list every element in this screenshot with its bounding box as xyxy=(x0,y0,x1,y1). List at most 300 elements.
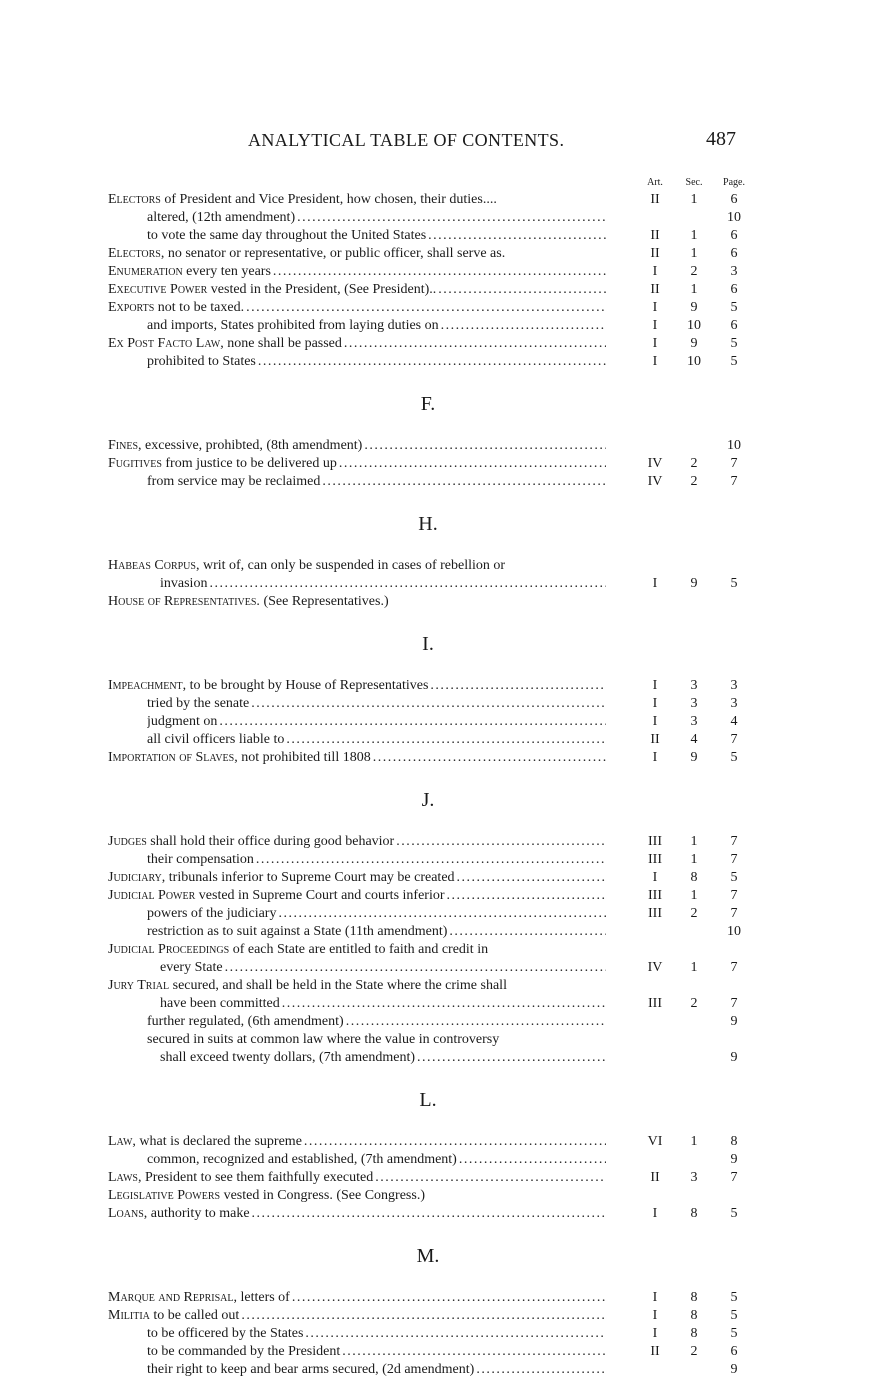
entry-text xyxy=(147,695,606,713)
entry-description: judgment on xyxy=(147,714,218,729)
article-number: II xyxy=(650,246,660,261)
entry-description: common, recognized and established, (7th amendment) xyxy=(147,1152,457,1167)
entry-description: , tribunals inferior to Supreme Court may be created xyxy=(161,870,455,885)
section-number: 1 xyxy=(690,246,698,261)
entry-term: Habeas Corpus xyxy=(108,558,196,573)
entry-term: Electors xyxy=(108,246,161,261)
index-entry xyxy=(0,245,869,263)
article-number: VI xyxy=(647,1134,663,1149)
entry-description: their compensation xyxy=(147,852,254,867)
entry-text xyxy=(147,227,606,245)
dot-leader xyxy=(449,923,606,941)
dot-leader xyxy=(297,209,606,227)
index-entry xyxy=(0,317,869,335)
entry-term: Enumeration xyxy=(108,264,183,279)
entry-description: (See Representatives.) xyxy=(259,594,389,609)
article-number: III xyxy=(648,834,662,849)
entry-description: not to be taxed. xyxy=(154,300,245,315)
entry-text xyxy=(108,869,606,887)
index-entry xyxy=(0,923,869,941)
article-number: III xyxy=(648,906,662,921)
index-entry xyxy=(0,209,869,227)
section-number: 3 xyxy=(690,696,698,711)
article-number: I xyxy=(652,750,658,765)
page-reference: 10 xyxy=(727,924,741,939)
entry-description: , authority to make xyxy=(143,1206,250,1221)
article-number: II xyxy=(650,732,660,747)
article-number: IV xyxy=(647,474,663,489)
running-head xyxy=(0,130,869,154)
entry-description: , not prohibited till 1808 xyxy=(234,750,371,765)
page-reference: 7 xyxy=(730,996,738,1011)
dot-leader xyxy=(282,995,606,1013)
page-reference: 3 xyxy=(730,264,738,279)
page-reference: 7 xyxy=(730,456,738,471)
entry-text xyxy=(108,1133,606,1151)
page-reference: 7 xyxy=(730,852,738,867)
entry-description: shall hold their office during good behavior xyxy=(146,834,395,849)
entry-term: House of Representatives. xyxy=(108,594,260,609)
dot-leader xyxy=(344,335,606,353)
dot-leader xyxy=(225,959,606,977)
index-entry xyxy=(0,1325,869,1343)
entry-term: Electors xyxy=(108,192,161,207)
section-number: 8 xyxy=(690,870,698,885)
index-entry xyxy=(0,905,869,923)
index-entry xyxy=(0,941,869,959)
index-entry xyxy=(0,1361,869,1379)
index-entry xyxy=(0,593,869,611)
entry-description: every State xyxy=(160,960,223,975)
index-entry xyxy=(0,959,869,977)
entry-description: , to be brought by House of Representatives xyxy=(182,678,429,693)
section-letter-label: I. xyxy=(422,633,434,655)
entry-text xyxy=(108,749,606,767)
index-entry xyxy=(0,1133,869,1151)
entry-text xyxy=(147,1325,606,1343)
page-reference: 9 xyxy=(730,1362,738,1377)
page-reference: 7 xyxy=(730,1170,738,1185)
entry-description: tried by the senate xyxy=(147,696,250,711)
dot-leader xyxy=(251,695,606,713)
section-number: 8 xyxy=(690,1290,698,1305)
entry-term: Militia xyxy=(108,1308,150,1323)
article-number: I xyxy=(652,354,658,369)
entry-term: Exports xyxy=(108,300,155,315)
dot-leader xyxy=(447,887,607,905)
entry-description: powers of the judiciary xyxy=(147,906,277,921)
dot-leader xyxy=(457,869,606,887)
page-column-header: Page. xyxy=(723,177,745,188)
dot-leader xyxy=(258,353,606,371)
index-entries xyxy=(0,191,869,1379)
section-number: 1 xyxy=(690,192,698,207)
index-entry xyxy=(0,191,869,209)
entry-description: invasion xyxy=(160,576,208,591)
page-reference: 9 xyxy=(730,1050,738,1065)
entry-text xyxy=(160,1049,606,1067)
page-number: 487 xyxy=(706,128,736,150)
sec-column-header: Sec. xyxy=(685,177,703,188)
section-number: 2 xyxy=(690,264,698,279)
dot-leader xyxy=(396,833,606,851)
dot-leader xyxy=(364,437,606,455)
article-number: IV xyxy=(647,960,663,975)
index-entry xyxy=(0,1187,869,1205)
entry-description: , excessive, prohibted, (8th amendment) xyxy=(138,438,363,453)
dot-leader xyxy=(342,1343,606,1361)
section-letter-label: F. xyxy=(420,393,436,415)
entry-text xyxy=(147,317,606,335)
page-reference: 5 xyxy=(730,336,738,351)
index-entry xyxy=(0,1169,869,1187)
index-entry xyxy=(0,1205,869,1223)
entry-text xyxy=(108,437,606,455)
index-entry xyxy=(0,455,869,473)
page-reference: 6 xyxy=(730,228,738,243)
article-number: III xyxy=(648,888,662,903)
entry-description: to be called out xyxy=(149,1308,240,1323)
dot-leader xyxy=(273,263,606,281)
dot-leader xyxy=(304,1133,606,1151)
dot-leader xyxy=(459,1151,606,1169)
article-number: III xyxy=(648,996,662,1011)
entry-term: Judicial Proceedings xyxy=(108,942,230,957)
entry-text xyxy=(147,209,606,227)
entry-text xyxy=(108,593,606,611)
article-number: II xyxy=(650,1344,660,1359)
entry-text xyxy=(147,713,606,731)
dot-leader xyxy=(219,713,606,731)
entry-description: of each State are entitled to faith and credit in xyxy=(229,942,489,957)
entry-text xyxy=(147,905,606,923)
entry-text xyxy=(108,1289,606,1307)
entry-text xyxy=(160,995,606,1013)
section-number: 8 xyxy=(690,1308,698,1323)
article-number: II xyxy=(650,228,660,243)
article-number: I xyxy=(652,714,658,729)
entry-description: , President to see them faithfully executed xyxy=(137,1170,374,1185)
dot-leader xyxy=(441,317,606,335)
entry-text xyxy=(147,473,606,491)
index-entry xyxy=(0,437,869,455)
entry-text xyxy=(147,731,606,749)
index-entry xyxy=(0,227,869,245)
entry-term: Loans xyxy=(108,1206,144,1221)
entry-text xyxy=(147,851,606,869)
section-number: 1 xyxy=(690,960,698,975)
dot-leader xyxy=(256,851,606,869)
entry-text xyxy=(108,677,606,695)
entry-text xyxy=(108,977,606,995)
section-number: 10 xyxy=(687,354,701,369)
page-reference: 5 xyxy=(730,300,738,315)
dot-leader xyxy=(476,1361,606,1379)
entry-term: Judicial Power xyxy=(108,888,196,903)
entry-text xyxy=(108,941,606,959)
index-entry xyxy=(0,1013,869,1031)
index-entry xyxy=(0,575,869,593)
entry-term: Ex Post Facto Law xyxy=(108,336,221,351)
entry-description: of President and Vice President, how chosen, their duties.... xyxy=(160,192,497,207)
index-entry xyxy=(0,1049,869,1067)
section-number: 2 xyxy=(690,996,698,1011)
entry-text xyxy=(108,557,606,575)
page-reference: 6 xyxy=(730,1344,738,1359)
entry-term: Laws xyxy=(108,1170,138,1185)
page-reference: 10 xyxy=(727,210,741,225)
entry-description: every ten years xyxy=(182,264,271,279)
entry-text xyxy=(160,959,606,977)
section-number: 9 xyxy=(690,300,698,315)
section-number: 9 xyxy=(690,336,698,351)
section-number: 3 xyxy=(690,714,698,729)
entry-text xyxy=(147,1361,606,1379)
entry-text xyxy=(160,575,606,593)
entry-description: and imports, States prohibited from laying duties on xyxy=(147,318,439,333)
index-entry xyxy=(0,557,869,575)
entry-description: further regulated, (6th amendment) xyxy=(147,1014,344,1029)
dot-leader xyxy=(373,749,606,767)
index-entry xyxy=(0,1031,869,1049)
article-number: I xyxy=(652,696,658,711)
section-number: 3 xyxy=(690,678,698,693)
index-entry xyxy=(0,977,869,995)
index-entry xyxy=(0,335,869,353)
entry-description: vested in Supreme Court and courts inferior xyxy=(195,888,445,903)
entry-term: Executive Power xyxy=(108,282,208,297)
column-headers xyxy=(0,177,869,191)
article-number: I xyxy=(652,300,658,315)
art-column-header: Art. xyxy=(647,177,663,188)
index-entry xyxy=(0,695,869,713)
section-number: 2 xyxy=(690,906,698,921)
entry-description: vested in Congress. (See Congress.) xyxy=(220,1188,425,1203)
entry-text xyxy=(108,833,606,851)
section-number: 2 xyxy=(690,456,698,471)
dot-leader xyxy=(278,905,606,923)
entry-text xyxy=(147,1013,606,1031)
section-number: 8 xyxy=(690,1206,698,1221)
entry-description: secured in suits at common law where the value in controversy xyxy=(147,1032,500,1047)
entry-text xyxy=(108,1169,606,1187)
section-number: 1 xyxy=(690,1134,698,1149)
entry-text xyxy=(147,353,606,371)
dot-leader xyxy=(430,677,606,695)
index-entry xyxy=(0,299,869,317)
page-reference: 7 xyxy=(730,834,738,849)
article-number: I xyxy=(652,870,658,885)
index-entry xyxy=(0,887,869,905)
index-entry xyxy=(0,995,869,1013)
section-letter-label: L. xyxy=(419,1089,437,1111)
page-title: ANALYTICAL TABLE OF CONTENTS. xyxy=(248,130,565,150)
section-number: 1 xyxy=(690,852,698,867)
section-letter-label: M. xyxy=(416,1245,440,1267)
entry-description: , none shall be passed xyxy=(220,336,342,351)
entry-text xyxy=(108,1307,606,1325)
index-entry xyxy=(0,1151,869,1169)
entry-description: , letters of xyxy=(233,1290,290,1305)
page-reference: 5 xyxy=(730,1290,738,1305)
entry-description: to be commanded by the President xyxy=(147,1344,341,1359)
entry-term: Impeachment xyxy=(108,678,183,693)
entry-text xyxy=(147,1031,606,1049)
page-reference: 6 xyxy=(730,246,738,261)
page-reference: 9 xyxy=(730,1152,738,1167)
index-entry xyxy=(0,473,869,491)
dot-leader xyxy=(346,1013,606,1031)
entry-text xyxy=(108,281,606,299)
entry-description: to vote the same day throughout the United States xyxy=(147,228,427,243)
page-reference: 5 xyxy=(730,576,738,591)
article-number: I xyxy=(652,678,658,693)
article-number: I xyxy=(652,1206,658,1221)
dot-leader xyxy=(209,575,606,593)
dot-leader xyxy=(375,1169,606,1187)
section-number: 8 xyxy=(690,1326,698,1341)
article-number: I xyxy=(652,1308,658,1323)
index-entry xyxy=(0,749,869,767)
entry-text xyxy=(108,887,606,905)
article-number: IV xyxy=(647,456,663,471)
dot-leader xyxy=(241,1307,606,1325)
entry-description: altered, (12th amendment) xyxy=(147,210,296,225)
entry-description: restriction as to suit against a State (11th amendment) xyxy=(147,924,448,939)
page-reference: 7 xyxy=(730,732,738,747)
article-number: I xyxy=(652,1290,658,1305)
entry-description: vested in the President, (See President).. xyxy=(207,282,437,297)
entry-text xyxy=(147,923,606,941)
page-reference: 10 xyxy=(727,438,741,453)
page-reference: 6 xyxy=(730,192,738,207)
entry-text xyxy=(108,245,606,263)
page-reference: 9 xyxy=(730,1014,738,1029)
page-reference: 5 xyxy=(730,354,738,369)
page-reference: 3 xyxy=(730,696,738,711)
dot-leader xyxy=(292,1289,606,1307)
entry-text xyxy=(108,1205,606,1223)
entry-term: Fines xyxy=(108,438,139,453)
entry-description: all civil officers liable to xyxy=(147,732,285,747)
entry-description: shall exceed twenty dollars, (7th amendment) xyxy=(160,1050,416,1065)
entry-description: from service may be reclaimed xyxy=(147,474,321,489)
entry-term: Jury Trial xyxy=(108,978,170,993)
index-entry xyxy=(0,851,869,869)
article-number: I xyxy=(652,336,658,351)
entry-text xyxy=(108,1187,606,1205)
dot-leader xyxy=(438,281,606,299)
entry-description: , writ of, can only be suspended in cases of rebellion or xyxy=(195,558,506,573)
section-number: 9 xyxy=(690,750,698,765)
entry-term: Importation of Slaves xyxy=(108,750,235,765)
index-entry xyxy=(0,833,869,851)
index-entry xyxy=(0,263,869,281)
index-entry xyxy=(0,713,869,731)
entry-description: , what is declared the supreme xyxy=(132,1134,302,1149)
dot-leader xyxy=(252,1205,606,1223)
dot-leader xyxy=(339,455,606,473)
entry-term: Fugitives xyxy=(108,456,162,471)
index-entry xyxy=(0,1307,869,1325)
section-number: 1 xyxy=(690,888,698,903)
index-entry xyxy=(0,731,869,749)
article-number: I xyxy=(652,1326,658,1341)
entry-description: from justice to be delivered up xyxy=(161,456,337,471)
dot-leader xyxy=(428,227,606,245)
dot-leader xyxy=(286,731,606,749)
entry-description: , no senator or representative, or public officer, shall serve as. xyxy=(160,246,506,261)
entry-text xyxy=(108,299,606,317)
entry-description: their right to keep and bear arms secured, (2d amendment) xyxy=(147,1362,475,1377)
article-number: I xyxy=(652,264,658,279)
entry-description: to be officered by the States xyxy=(147,1326,304,1341)
dot-leader xyxy=(246,299,606,317)
page-reference: 6 xyxy=(730,318,738,333)
entry-text xyxy=(147,1343,606,1361)
page-reference: 5 xyxy=(730,1206,738,1221)
index-entry xyxy=(0,1343,869,1361)
page-reference: 3 xyxy=(730,678,738,693)
entry-text xyxy=(108,191,606,209)
page-reference: 5 xyxy=(730,870,738,885)
entry-term: Marque and Reprisal xyxy=(108,1290,234,1305)
page-reference: 7 xyxy=(730,960,738,975)
section-number: 1 xyxy=(690,834,698,849)
dot-leader xyxy=(322,473,606,491)
entry-term: Legislative Powers xyxy=(108,1188,221,1203)
page-reference: 5 xyxy=(730,1308,738,1323)
index-entry xyxy=(0,1289,869,1307)
entry-description: prohibited to States xyxy=(147,354,256,369)
article-number: II xyxy=(650,192,660,207)
article-number: I xyxy=(652,576,658,591)
article-number: II xyxy=(650,1170,660,1185)
section-number: 9 xyxy=(690,576,698,591)
section-number: 4 xyxy=(690,732,698,747)
article-number: II xyxy=(650,282,660,297)
section-number: 2 xyxy=(690,1344,698,1359)
page-reference: 7 xyxy=(730,474,738,489)
page-reference: 7 xyxy=(730,906,738,921)
page-reference: 7 xyxy=(730,888,738,903)
section-number: 10 xyxy=(687,318,701,333)
index-entry xyxy=(0,281,869,299)
dot-leader xyxy=(417,1049,606,1067)
index-entry xyxy=(0,677,869,695)
entry-term: Judiciary xyxy=(108,870,162,885)
article-number: III xyxy=(648,852,662,867)
index-entry xyxy=(0,869,869,887)
entry-term: Law xyxy=(108,1134,133,1149)
entry-text xyxy=(108,335,606,353)
page-reference: 8 xyxy=(730,1134,738,1149)
section-letter-label: H. xyxy=(418,513,438,535)
index-entry xyxy=(0,353,869,371)
section-number: 1 xyxy=(690,282,698,297)
entry-text xyxy=(108,455,606,473)
page-reference: 6 xyxy=(730,282,738,297)
entry-description: secured, and shall be held in the State where the crime shall xyxy=(169,978,507,993)
article-number: I xyxy=(652,318,658,333)
entry-description: have been committed xyxy=(160,996,280,1011)
dot-leader xyxy=(305,1325,606,1343)
page-reference: 5 xyxy=(730,1326,738,1341)
section-letter-label: J. xyxy=(421,789,435,811)
entry-term: Judges xyxy=(108,834,147,849)
page-reference: 4 xyxy=(730,714,738,729)
page-reference: 5 xyxy=(730,750,738,765)
